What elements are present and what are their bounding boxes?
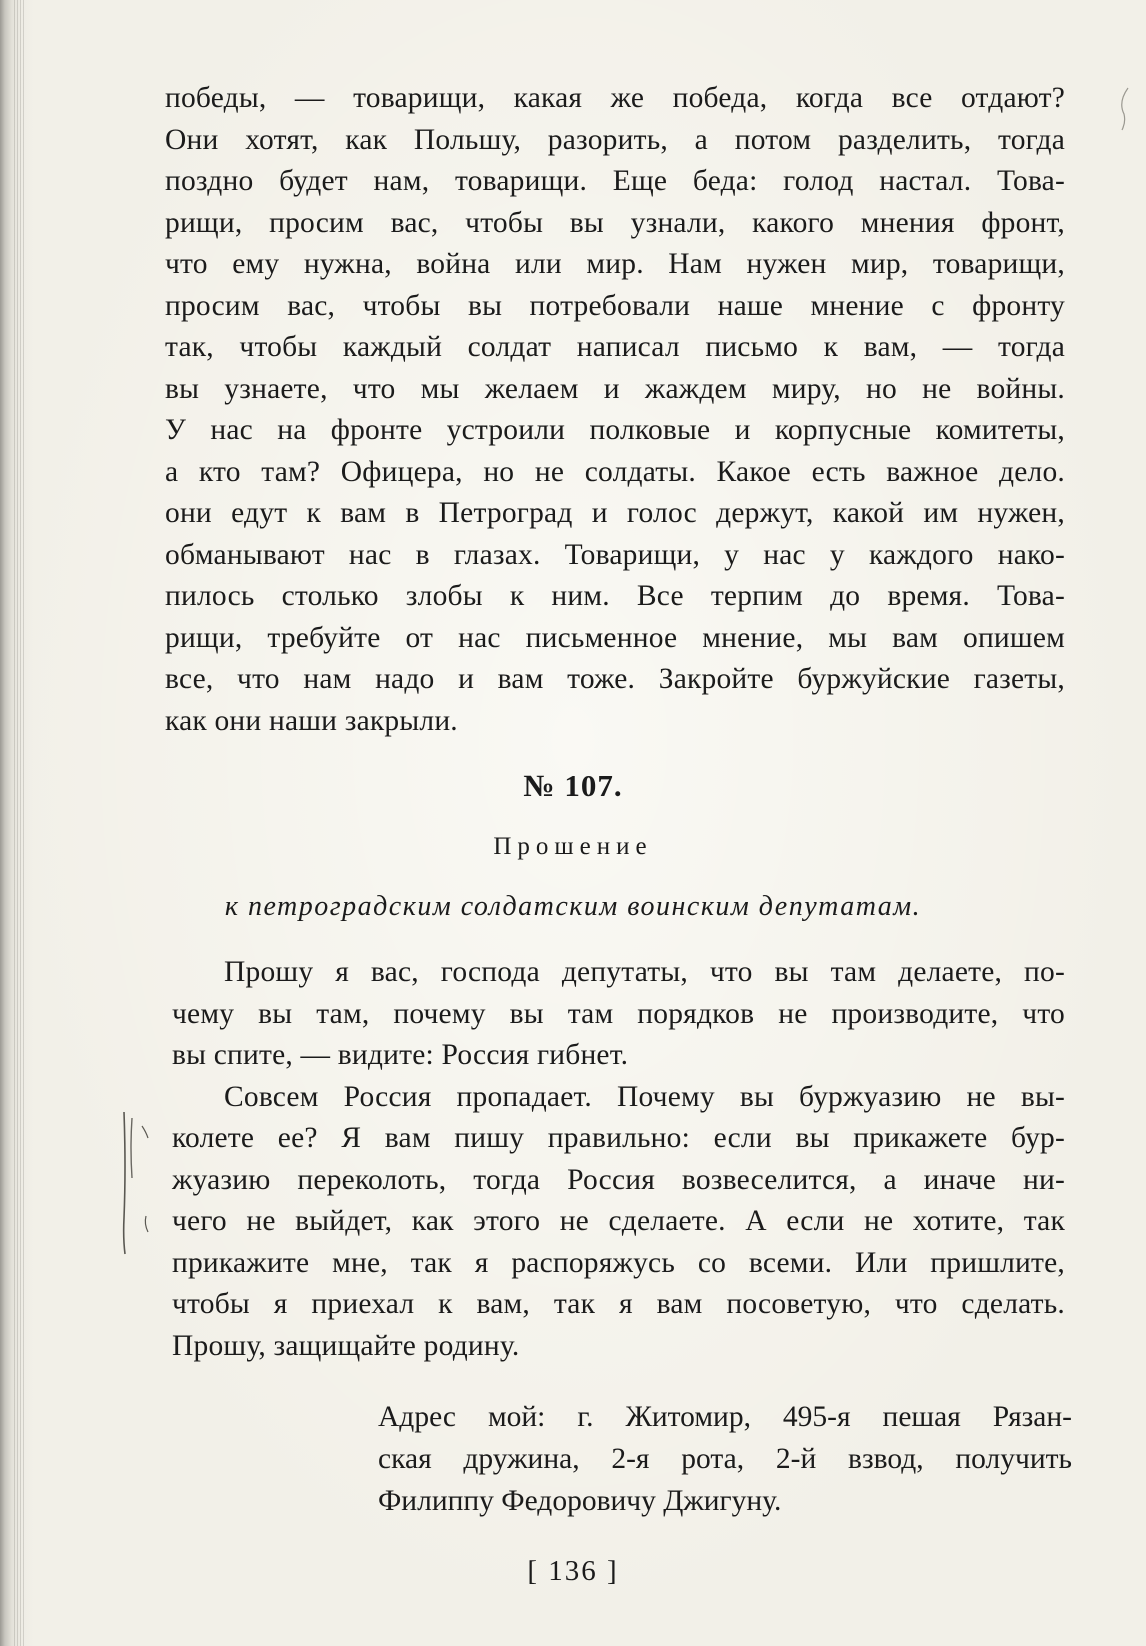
document-kind-heading: Прошение [493,833,653,860]
text-line: победы, — товарищи, какая же победа, когда все отдают? [165,82,1065,114]
text-line: что ему нужна, война или мир. Нам нужен мир, товарищи, [165,248,1065,280]
text-line: чего не выйдет, как этого не сделаете. А если не хотите, так [172,1205,1065,1237]
page-number: [ 136 ] [527,1555,619,1587]
text-block-petition [172,952,1065,1367]
text-line: Совсем Россия пропадает. Почему вы буржуазию не вы- [224,1080,1065,1113]
document-subtitle: к петроградским солдатским воинским депутатам. [224,891,922,922]
text-line: все, что нам надо и вам тоже. Закройте буржуйские газеты, [165,663,1065,695]
text-line: как они наши закрыли. [165,704,458,737]
text-line: так, чтобы каждый солдат написал письмо к вам, — тогда [165,331,1065,363]
text-line: рищи, просим вас, чтобы вы узнали, какого мнения фронт, [165,206,1065,239]
address-line: Филиппу Федоровичу Джигуну. [378,1485,782,1517]
text-line: вы спите, — видите: Россия гибнет. [172,1039,629,1071]
address-line: Адрес мой: г. Житомир, 495-я пешая Рязан- [378,1401,1072,1433]
text-line: чему вы там, почему вы там порядков не производите, что [172,997,1065,1030]
text-line: рищи, требуйте от нас письменное мнение, мы вам опишем [165,621,1065,654]
text-line: У нас на фронте устроили полковые и корпусные комитеты, [165,414,1065,446]
document-number: № 107. [523,768,623,803]
text-line: обманывают нас в глазах. Товарищи, у нас у каждого нако- [165,538,1065,571]
text-line: пилось столько злобы к ним. Все терпим до время. Това- [165,580,1065,612]
corner-pencil-mark [1112,84,1146,134]
text-line: колете ее? Я вам пишу правильно: если вы прикажете бур- [172,1122,1065,1154]
text-line: просим вас, чтобы вы потребовали наше мнение с фронту [165,289,1065,322]
text-line: вы узнаете, что мы желаем и жаждем миру, но не войны. [165,372,1065,405]
page-edge-lines [14,0,24,1646]
margin-pencil-mark [116,1108,166,1258]
address-line: ская дружина, 2-я рота, 2-й взвод, получить [378,1443,1072,1475]
text-line: поздно будет нам, товарищи. Еще беда: голод настал. Това- [165,165,1065,197]
sender-address [378,1396,1072,1522]
text-line: чтобы я приехал к вам, так я вам посоветую, что сделать. [172,1288,1065,1320]
text-block-continued-letter [165,78,1065,742]
text-line: жуазию переколоть, тогда Россия возвеселится, а иначе ни- [172,1163,1065,1196]
text-line: а кто там? Офицера, но не солдаты. Какое есть важное дело. [165,455,1065,488]
text-line: Прошу, защищайте родину. [172,1329,520,1362]
text-line: Они хотят, как Польшу, разорить, а потом разделить, тогда [165,123,1065,156]
text-line: они едут к вам в Петроград и голос держут, какой им нужен, [165,497,1065,529]
text-line: прикажите мне, так я распоряжусь со всеми. Или пришлите, [172,1246,1065,1279]
text-line: Прошу я вас, господа депутаты, что вы там делаете, по- [224,956,1065,988]
